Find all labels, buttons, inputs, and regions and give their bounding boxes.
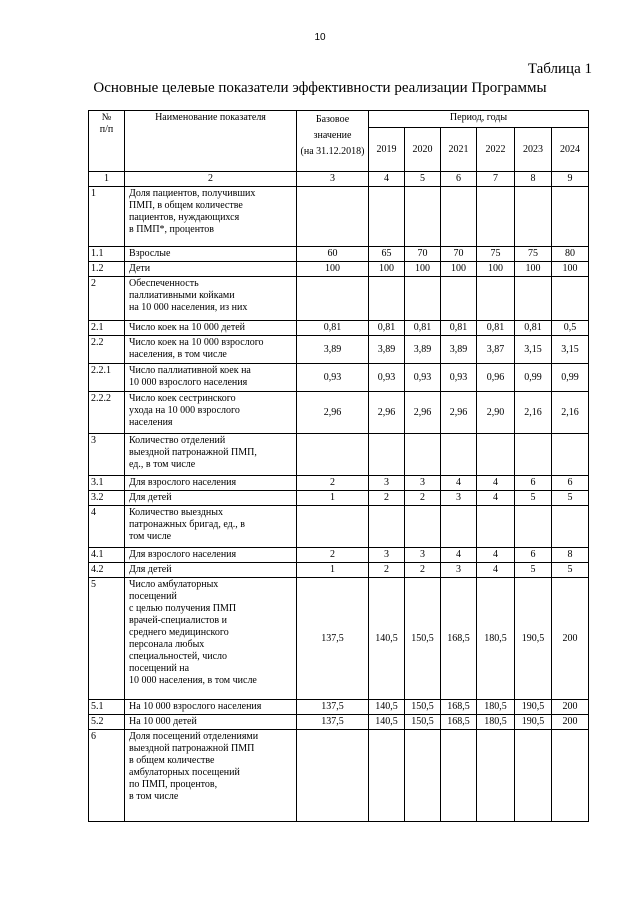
base-value xyxy=(297,730,369,822)
year-value: 2 xyxy=(369,563,405,578)
year-value: 168,5 xyxy=(441,578,477,700)
year-value xyxy=(477,187,515,247)
year-value: 4 xyxy=(441,548,477,563)
year-value: 0,81 xyxy=(441,321,477,336)
row-number: 5.1 xyxy=(89,700,125,715)
row-number: 1.2 xyxy=(89,262,125,277)
table-row xyxy=(89,578,589,700)
column-index-row xyxy=(89,172,589,187)
year-value xyxy=(405,277,441,321)
row-number: 1.1 xyxy=(89,247,125,262)
year-value: 3 xyxy=(369,476,405,491)
header-year: 2021 xyxy=(441,128,477,172)
table-row xyxy=(89,262,589,277)
table-row xyxy=(89,730,589,822)
year-value: 3 xyxy=(441,563,477,578)
column-index: 9 xyxy=(552,172,589,187)
year-value: 140,5 xyxy=(369,578,405,700)
row-number: 2.2.2 xyxy=(89,392,125,434)
base-value: 1 xyxy=(297,563,369,578)
year-value: 3 xyxy=(369,548,405,563)
indicator-name: Взрослые xyxy=(125,247,297,262)
base-value: 60 xyxy=(297,247,369,262)
year-value: 6 xyxy=(515,548,552,563)
row-number: 5 xyxy=(89,578,125,700)
year-value xyxy=(369,506,405,548)
indicator-name: Для взрослого населения xyxy=(125,476,297,491)
year-value: 2 xyxy=(369,491,405,506)
year-value: 140,5 xyxy=(369,700,405,715)
table-row xyxy=(89,491,589,506)
year-value: 190,5 xyxy=(515,715,552,730)
year-value: 3,89 xyxy=(369,336,405,364)
row-number: 3.1 xyxy=(89,476,125,491)
year-value: 4 xyxy=(441,476,477,491)
base-value: 2 xyxy=(297,476,369,491)
base-value: 1 xyxy=(297,491,369,506)
header-year: 2022 xyxy=(477,128,515,172)
year-value: 4 xyxy=(477,491,515,506)
year-value: 8 xyxy=(552,548,589,563)
table-row xyxy=(89,506,589,548)
indicator-name: Обеспеченность паллиативными койками на 10 000 населения, из них xyxy=(125,277,297,321)
year-value: 3,89 xyxy=(441,336,477,364)
year-value xyxy=(369,187,405,247)
indicator-name: Для детей xyxy=(125,491,297,506)
year-value: 150,5 xyxy=(405,578,441,700)
year-value: 200 xyxy=(552,715,589,730)
row-number: 2.1 xyxy=(89,321,125,336)
year-value: 200 xyxy=(552,578,589,700)
year-value xyxy=(441,277,477,321)
year-value xyxy=(369,277,405,321)
year-value: 70 xyxy=(441,247,477,262)
year-value: 100 xyxy=(369,262,405,277)
year-value: 3 xyxy=(405,476,441,491)
year-value xyxy=(552,506,589,548)
year-value: 100 xyxy=(441,262,477,277)
column-index: 5 xyxy=(405,172,441,187)
year-value: 0,99 xyxy=(552,364,589,392)
indicator-name: Число коек на 10 000 детей xyxy=(125,321,297,336)
table-label: Таблица 1 xyxy=(527,61,592,77)
year-value: 140,5 xyxy=(369,715,405,730)
row-number: 4 xyxy=(89,506,125,548)
year-value: 200 xyxy=(552,700,589,715)
base-value: 0,81 xyxy=(297,321,369,336)
year-value: 2 xyxy=(405,563,441,578)
table-row xyxy=(89,715,589,730)
header-num: № п/п xyxy=(89,111,125,172)
year-value: 0,93 xyxy=(369,364,405,392)
year-value: 3 xyxy=(405,548,441,563)
year-value: 100 xyxy=(515,262,552,277)
indicator-name: Число коек сестринского ухода на 10 000 взрослого населения xyxy=(125,392,297,434)
year-value: 100 xyxy=(552,262,589,277)
table-row xyxy=(89,336,589,364)
header-year: 2024 xyxy=(552,128,589,172)
indicator-name: Количество отделений выездной патронажной ПМП, ед., в том числе xyxy=(125,434,297,476)
year-value xyxy=(405,506,441,548)
header-base: Базовое значение (на 31.12.2018) xyxy=(297,111,369,172)
base-value: 137,5 xyxy=(297,578,369,700)
table-row xyxy=(89,563,589,578)
row-number: 4.1 xyxy=(89,548,125,563)
year-value: 190,5 xyxy=(515,700,552,715)
year-value xyxy=(441,187,477,247)
row-number: 2 xyxy=(89,277,125,321)
year-value: 0,99 xyxy=(515,364,552,392)
year-value: 5 xyxy=(515,563,552,578)
year-value xyxy=(552,730,589,822)
year-value: 168,5 xyxy=(441,700,477,715)
table-row xyxy=(89,364,589,392)
year-value: 2,96 xyxy=(405,392,441,434)
indicator-name: Число паллиативной коек на 10 000 взрослого населения xyxy=(125,364,297,392)
year-value xyxy=(369,730,405,822)
year-value: 100 xyxy=(405,262,441,277)
year-value xyxy=(552,187,589,247)
table-row xyxy=(89,476,589,491)
year-value: 4 xyxy=(477,476,515,491)
row-number: 3 xyxy=(89,434,125,476)
year-value: 2 xyxy=(405,491,441,506)
table-row xyxy=(89,434,589,476)
table-row xyxy=(89,392,589,434)
year-value: 168,5 xyxy=(441,715,477,730)
year-value xyxy=(477,277,515,321)
base-value: 137,5 xyxy=(297,715,369,730)
year-value: 5 xyxy=(552,563,589,578)
column-index: 4 xyxy=(369,172,405,187)
table-row xyxy=(89,187,589,247)
base-value xyxy=(297,506,369,548)
year-value: 0,81 xyxy=(515,321,552,336)
base-value xyxy=(297,434,369,476)
table-row xyxy=(89,700,589,715)
row-number: 2.2.1 xyxy=(89,364,125,392)
year-value: 0,93 xyxy=(405,364,441,392)
indicator-name: На 10 000 взрослого населения xyxy=(125,700,297,715)
year-value: 6 xyxy=(515,476,552,491)
indicator-name: Число амбулаторных посещений с целью получения ПМП врачей-специалистов и среднего медицинского персонала любых специальностей, число посещений на 10 000 населения, в том числе xyxy=(125,578,297,700)
page-number: 10 xyxy=(314,32,326,43)
year-value: 180,5 xyxy=(477,700,515,715)
year-value: 2,90 xyxy=(477,392,515,434)
year-value xyxy=(369,434,405,476)
year-value: 0,96 xyxy=(477,364,515,392)
year-value: 0,81 xyxy=(369,321,405,336)
year-value: 3,15 xyxy=(515,336,552,364)
year-value: 190,5 xyxy=(515,578,552,700)
year-value xyxy=(441,730,477,822)
base-value xyxy=(297,277,369,321)
column-index: 2 xyxy=(125,172,297,187)
column-index: 3 xyxy=(297,172,369,187)
year-value xyxy=(441,434,477,476)
row-number: 2.2 xyxy=(89,336,125,364)
year-value: 0,93 xyxy=(441,364,477,392)
column-index: 1 xyxy=(89,172,125,187)
year-value: 180,5 xyxy=(477,578,515,700)
year-value: 3,15 xyxy=(552,336,589,364)
header-period: Период, годы xyxy=(369,111,589,128)
indicators-table xyxy=(88,110,589,822)
table-row xyxy=(89,247,589,262)
year-value xyxy=(477,506,515,548)
year-value: 0,81 xyxy=(405,321,441,336)
year-value xyxy=(405,434,441,476)
year-value: 0,5 xyxy=(552,321,589,336)
table-row xyxy=(89,321,589,336)
year-value: 0,81 xyxy=(477,321,515,336)
year-value: 2,96 xyxy=(441,392,477,434)
base-value: 0,93 xyxy=(297,364,369,392)
header-year: 2023 xyxy=(515,128,552,172)
year-value xyxy=(477,434,515,476)
column-index: 8 xyxy=(515,172,552,187)
year-value: 6 xyxy=(552,476,589,491)
year-value xyxy=(405,187,441,247)
indicator-name: На 10 000 детей xyxy=(125,715,297,730)
base-value: 3,89 xyxy=(297,336,369,364)
row-number: 4.2 xyxy=(89,563,125,578)
row-number: 1 xyxy=(89,187,125,247)
header-name: Наименование показателя xyxy=(125,111,297,172)
year-value xyxy=(477,730,515,822)
row-number: 3.2 xyxy=(89,491,125,506)
base-value xyxy=(297,187,369,247)
year-value: 100 xyxy=(477,262,515,277)
year-value: 2,16 xyxy=(515,392,552,434)
year-value xyxy=(515,434,552,476)
year-value: 2,96 xyxy=(369,392,405,434)
base-value: 137,5 xyxy=(297,700,369,715)
year-value: 65 xyxy=(369,247,405,262)
year-value xyxy=(515,187,552,247)
year-value: 5 xyxy=(515,491,552,506)
year-value: 3,89 xyxy=(405,336,441,364)
header-year: 2020 xyxy=(405,128,441,172)
row-number: 5.2 xyxy=(89,715,125,730)
year-value: 150,5 xyxy=(405,700,441,715)
column-index: 6 xyxy=(441,172,477,187)
year-value: 75 xyxy=(477,247,515,262)
column-index: 7 xyxy=(477,172,515,187)
indicator-name: Число коек на 10 000 взрослого населения, в том числе xyxy=(125,336,297,364)
table-row xyxy=(89,277,589,321)
base-value: 2,96 xyxy=(297,392,369,434)
indicator-name: Доля посещений отделениями выездной патронажной ПМП в общем количестве амбулаторных посещений по ПМП, процентов, в том числе xyxy=(125,730,297,822)
table-title: Основные целевые показатели эффективности реализации Программы xyxy=(93,80,547,96)
year-value xyxy=(515,506,552,548)
year-value: 180,5 xyxy=(477,715,515,730)
year-value: 70 xyxy=(405,247,441,262)
year-value: 4 xyxy=(477,548,515,563)
year-value: 4 xyxy=(477,563,515,578)
year-value: 80 xyxy=(552,247,589,262)
row-number: 6 xyxy=(89,730,125,822)
year-value: 150,5 xyxy=(405,715,441,730)
year-value xyxy=(441,506,477,548)
header-year: 2019 xyxy=(369,128,405,172)
year-value xyxy=(515,730,552,822)
year-value: 75 xyxy=(515,247,552,262)
year-value xyxy=(515,277,552,321)
year-value xyxy=(405,730,441,822)
indicator-name: Для детей xyxy=(125,563,297,578)
table-row xyxy=(89,548,589,563)
year-value: 5 xyxy=(552,491,589,506)
year-value: 3,87 xyxy=(477,336,515,364)
indicator-name: Дети xyxy=(125,262,297,277)
year-value: 3 xyxy=(441,491,477,506)
base-value: 2 xyxy=(297,548,369,563)
year-value: 2,16 xyxy=(552,392,589,434)
base-value: 100 xyxy=(297,262,369,277)
year-value xyxy=(552,434,589,476)
indicator-name: Для взрослого населения xyxy=(125,548,297,563)
year-value xyxy=(552,277,589,321)
indicator-name: Доля пациентов, получивших ПМП, в общем количестве пациентов, нуждающихся в ПМП*, процентов xyxy=(125,187,297,247)
indicator-name: Количество выездных патронажных бригад, ед., в том числе xyxy=(125,506,297,548)
